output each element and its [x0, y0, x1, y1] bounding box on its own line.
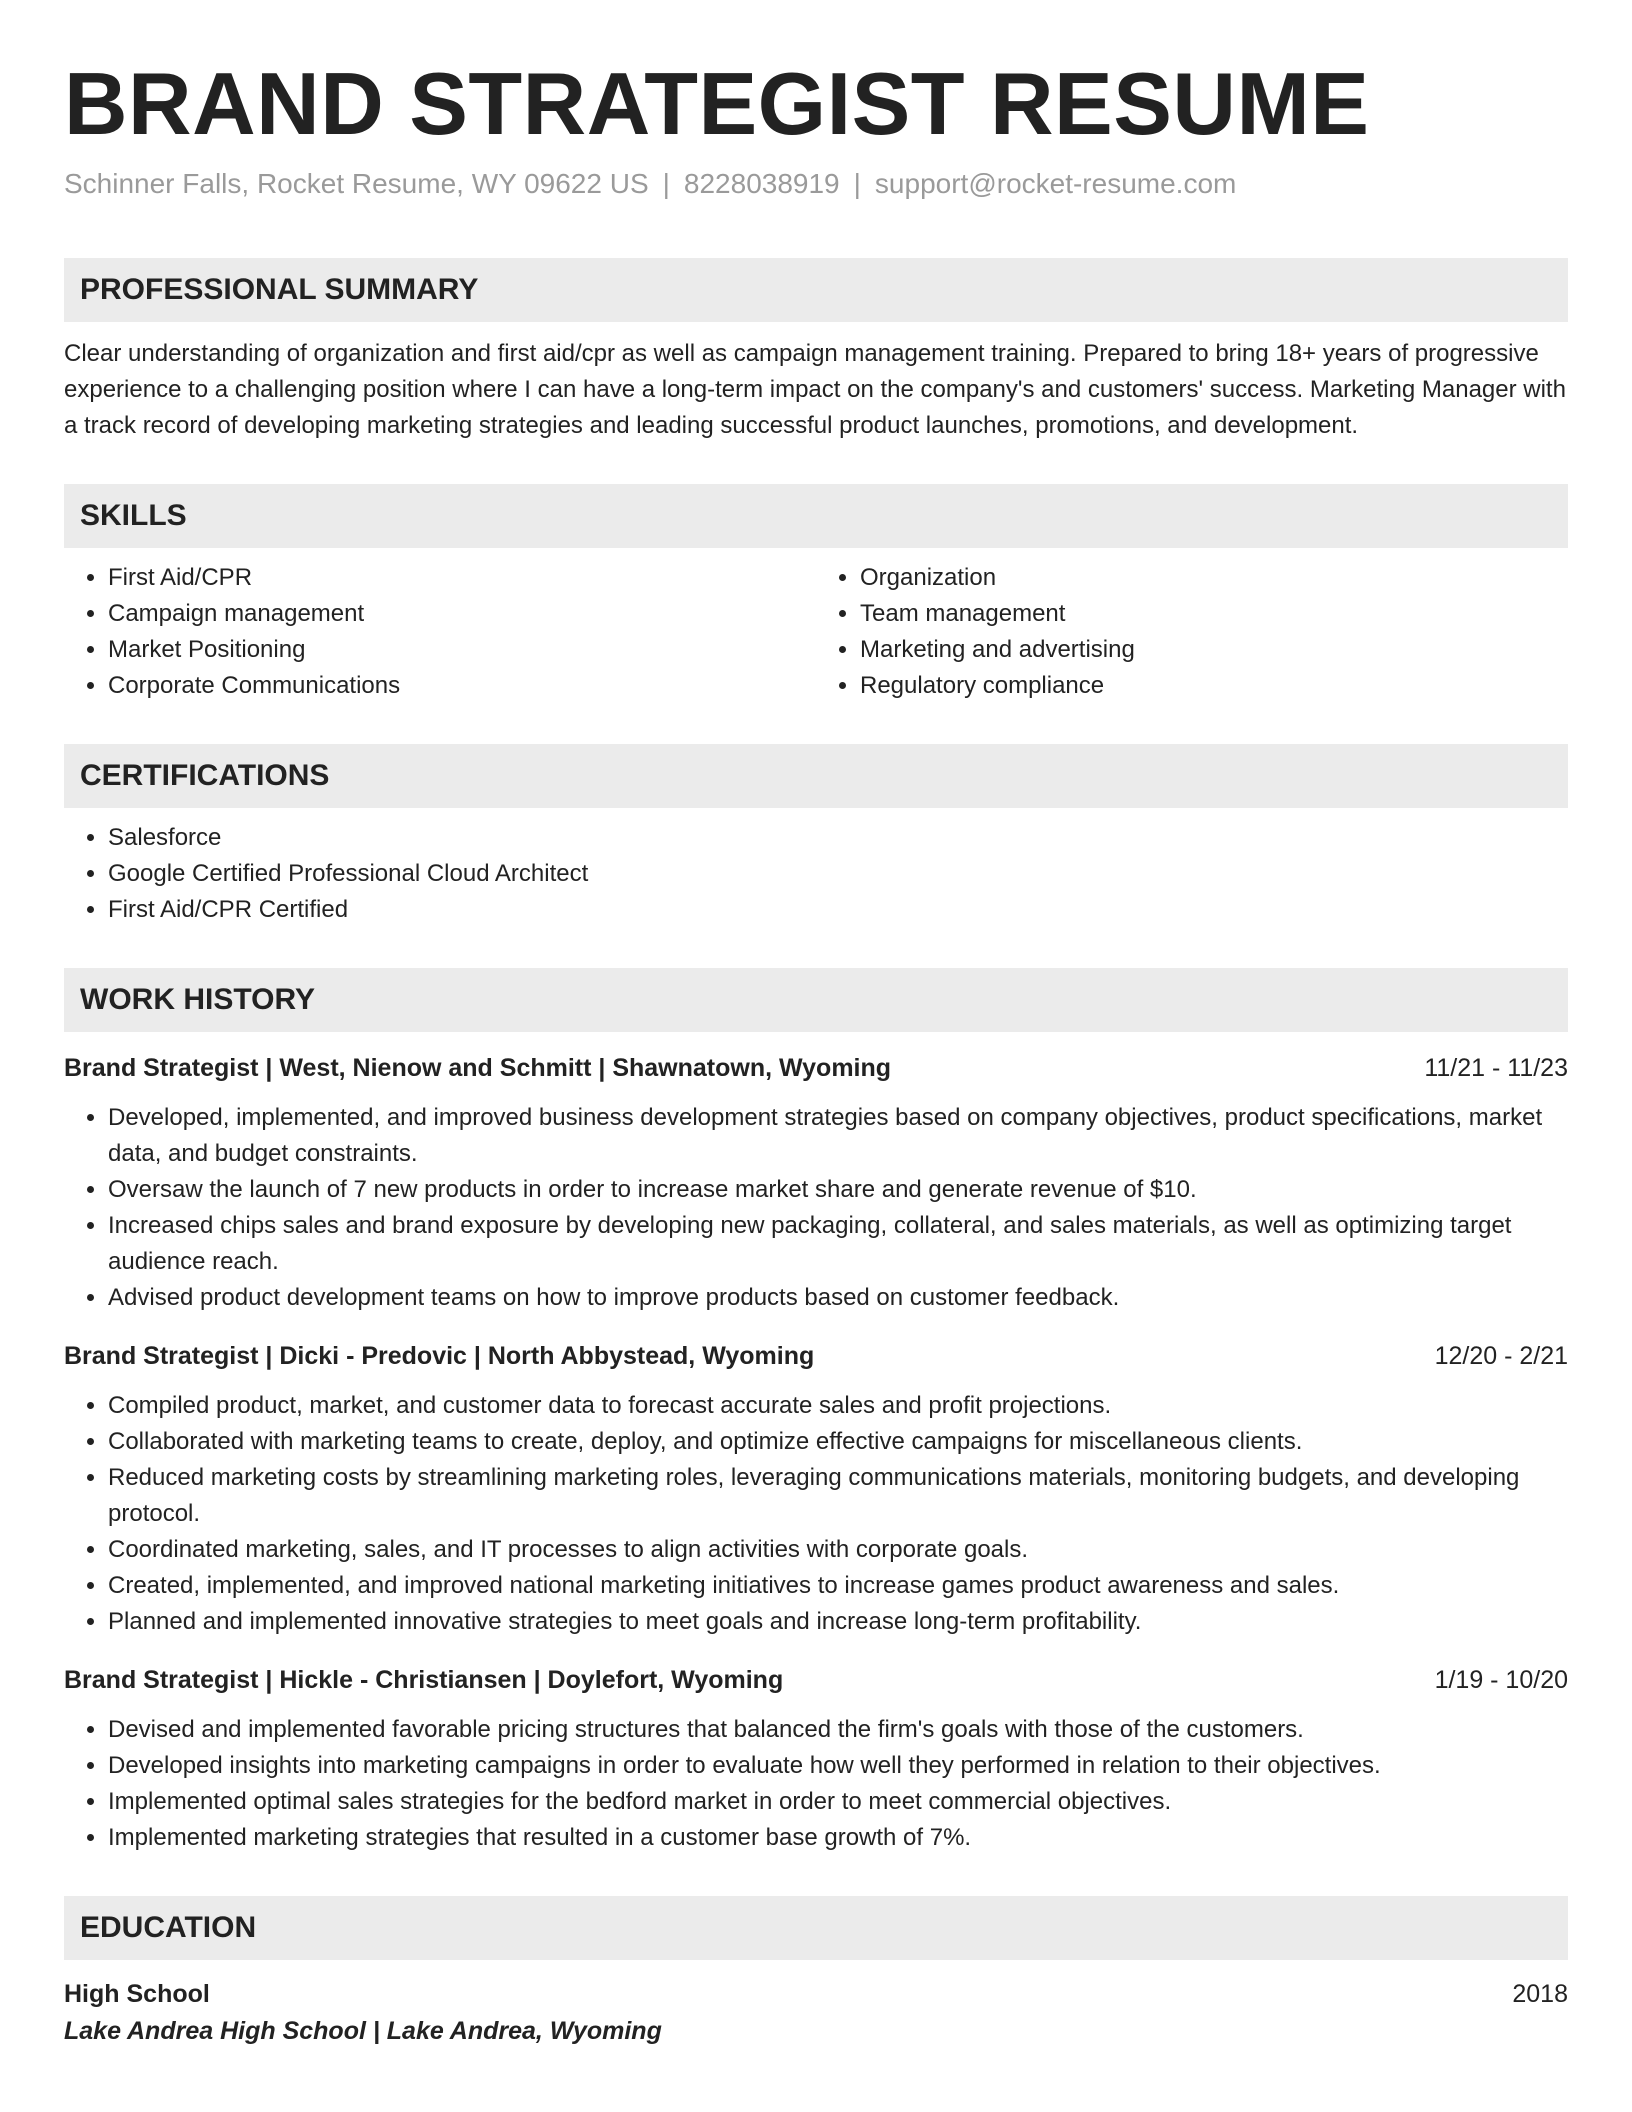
job-entry [64, 1050, 1568, 1316]
job-title: Brand Strategist | Hickle - Christiansen | Doylefort, Wyoming [64, 1666, 784, 1694]
skills-list-right [816, 560, 1568, 704]
section-heading-certifications: CERTIFICATIONS [64, 744, 1568, 808]
skill-item: • Regulatory compliance [860, 668, 1568, 704]
education-school: Lake Andrea High School | Lake Andrea, Wyoming [64, 2017, 662, 2045]
skill-item: • Campaign management [108, 596, 816, 632]
job-entry [64, 1662, 1568, 1856]
job-bullet: • Developed insights into marketing campaigns in order to evaluate how well they performed in relation to their objectives. [108, 1748, 1568, 1784]
job-bullet: • Created, implemented, and improved national marketing initiatives to increase games product awareness and sales. [108, 1568, 1568, 1604]
skill-item: • Organization [860, 560, 1568, 596]
section-heading-skills: SKILLS [64, 484, 1568, 548]
certification-item: • Google Certified Professional Cloud Architect [108, 856, 1568, 892]
job-title: Brand Strategist | West, Nienow and Schmitt | Shawnatown, Wyoming [64, 1054, 892, 1082]
skills-grid [64, 560, 1568, 704]
contact-email: support@rocket-resume.com [874, 168, 1237, 199]
job-bullet: • Implemented marketing strategies that resulted in a customer base growth of 7%. [108, 1820, 1568, 1856]
job-dates: 12/20 - 2/21 [1434, 1342, 1568, 1370]
contact-separator: | [853, 168, 861, 199]
job-bullets [64, 1712, 1568, 1856]
job-bullet: • Collaborated with marketing teams to create, deploy, and optimize effective campaigns for miscellaneous clients. [108, 1424, 1568, 1460]
job-bullet: • Coordinated marketing, sales, and IT processes to align activities with corporate goals. [108, 1532, 1568, 1568]
job-bullets [64, 1100, 1568, 1316]
job-bullet: • Advised product development teams on how to improve products based on customer feedback. [108, 1280, 1568, 1316]
job-bullet: • Implemented optimal sales strategies for the bedford market in order to meet commercial objectives. [108, 1784, 1568, 1820]
skill-item: • First Aid/CPR [108, 560, 816, 596]
contact-line [64, 164, 1568, 204]
certification-item: • First Aid/CPR Certified [108, 892, 1568, 928]
job-dates: 11/21 - 11/23 [1424, 1054, 1568, 1082]
skill-item: • Team management [860, 596, 1568, 632]
resume-title: BRAND STRATEGIST RESUME [64, 54, 1370, 153]
section-heading-work-history: WORK HISTORY [64, 968, 1568, 1032]
section-heading-education: EDUCATION [64, 1896, 1568, 1960]
job-bullet: • Planned and implemented innovative strategies to meet goals and increase long-term profitability. [108, 1604, 1568, 1640]
skills-list-left [64, 560, 816, 704]
job-bullet: • Developed, implemented, and improved business development strategies based on company objectives, product specifications, market data, and budget constraints. [108, 1100, 1568, 1172]
contact-phone: 8228038919 [683, 168, 840, 199]
education-degree: High School [64, 1980, 210, 2008]
skill-item: • Marketing and advertising [860, 632, 1568, 668]
job-title: Brand Strategist | Dicki - Predovic | North Abbystead, Wyoming [64, 1342, 815, 1370]
job-bullet: • Compiled product, market, and customer data to forecast accurate sales and profit projections. [108, 1388, 1568, 1424]
certifications-list [64, 820, 1568, 928]
skill-item: • Market Positioning [108, 632, 816, 668]
section-heading-summary: PROFESSIONAL SUMMARY [64, 258, 1568, 322]
job-header [64, 1050, 1568, 1086]
job-bullet: • Devised and implemented favorable pricing structures that balanced the firm's goals with those of the customers. [108, 1712, 1568, 1748]
education-header [64, 1976, 1568, 2012]
job-bullet: • Reduced marketing costs by streamlining marketing roles, leveraging communications materials, monitoring budgets, and developing protocol. [108, 1460, 1568, 1532]
job-header [64, 1662, 1568, 1698]
skill-item: • Corporate Communications [108, 668, 816, 704]
certification-item: • Salesforce [108, 820, 1568, 856]
job-header [64, 1338, 1568, 1374]
summary-text: Clear understanding of organization and first aid/cpr as well as campaign management training. Prepared to bring 18+ years of progressive experience to a challenging position where I can have a long-term impact on the company's and customers' success. Marketing Manager with a track record of developing marketing strategies and leading successful product launches, promotions, and development. [64, 340, 1566, 439]
education-year: 2018 [1512, 1980, 1568, 2008]
job-bullet: • Increased chips sales and brand exposure by developing new packaging, collateral, and sales materials, as well as optimizing target audience reach. [108, 1208, 1568, 1280]
job-bullet: • Oversaw the launch of 7 new products in order to increase market share and generate revenue of $10. [108, 1172, 1568, 1208]
job-dates: 1/19 - 10/20 [1434, 1666, 1568, 1694]
contact-separator: | [662, 168, 670, 199]
job-entry [64, 1338, 1568, 1640]
job-bullets [64, 1388, 1568, 1640]
contact-address: Schinner Falls, Rocket Resume, WY 09622 US [64, 168, 649, 199]
